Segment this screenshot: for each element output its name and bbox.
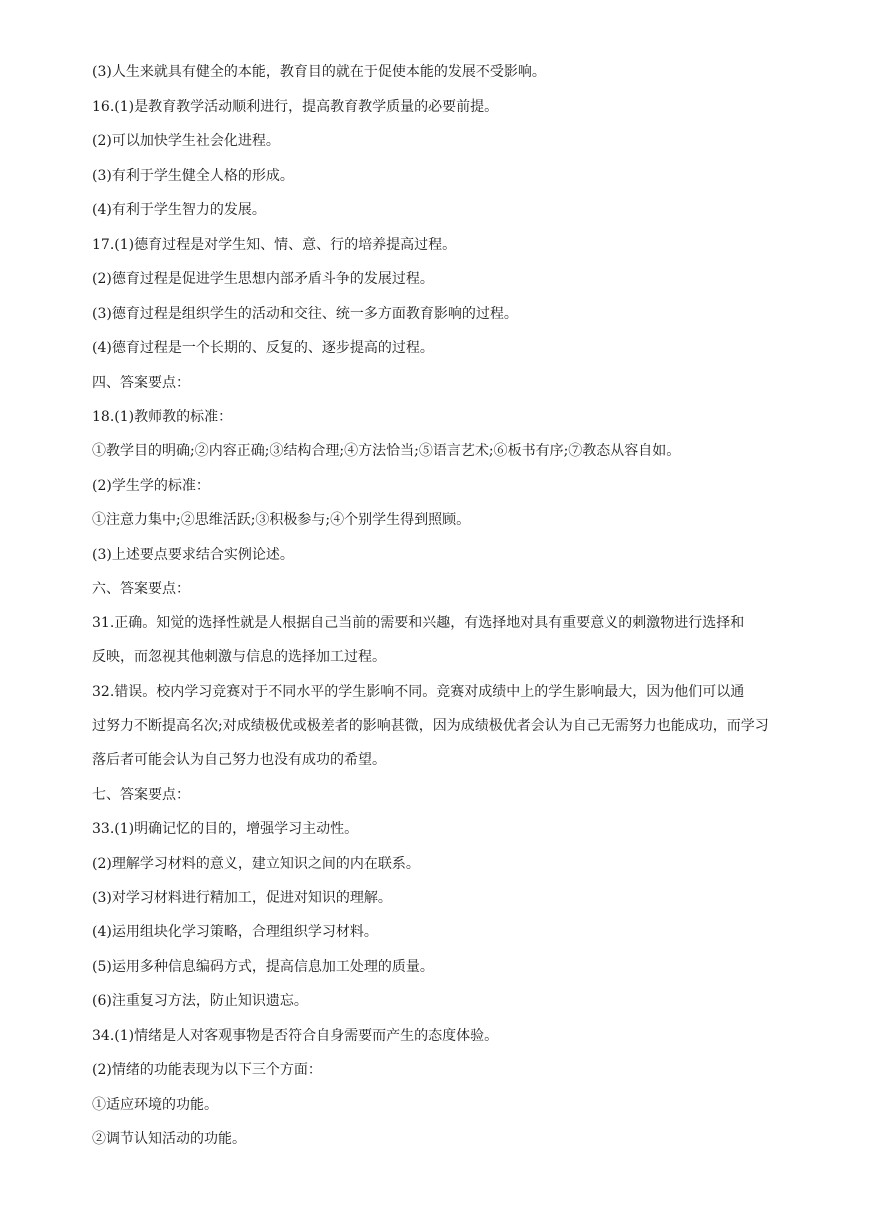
text-line-30: (2)情绪的功能表现为以下三个方面： bbox=[92, 1062, 322, 1078]
text-line-14: ①注意力集中;②思维活跃;③积极参与;④个别学生得到照顾。 bbox=[92, 512, 471, 528]
text-line-32: ②调节认知活动的功能。 bbox=[92, 1131, 246, 1147]
text-line-4: (3)有利于学生健全人格的形成。 bbox=[92, 168, 294, 184]
text-line-26: (4)运用组块化学习策略，合理组织学习材料。 bbox=[92, 924, 378, 940]
section-heading-4: 四、答案要点： bbox=[92, 375, 190, 391]
text-line-2: 16.(1)是教育教学活动顺利进行，提高教育教学质量的必要前提。 bbox=[92, 99, 499, 115]
section-heading-7: 七、答案要点： bbox=[92, 787, 190, 803]
text-line-18: 反映，而忽视其他刺激与信息的选择加工过程。 bbox=[92, 649, 386, 665]
text-line-5: (4)有利于学生智力的发展。 bbox=[92, 202, 266, 218]
text-line-13: (2)学生学的标准： bbox=[92, 478, 210, 494]
text-line-19: 32.错误。校内学习竞赛对于不同水平的学生影响不同。竞赛对成绩中上的学生影响最大，因为他们可以通 bbox=[92, 684, 745, 700]
text-line-9: (4)德育过程是一个长期的、反复的、逐步提高的过程。 bbox=[92, 340, 434, 356]
text-line-7: (2)德育过程是促进学生思想内部矛盾斗争的发展过程。 bbox=[92, 271, 434, 287]
text-line-17: 31.正确。知觉的选择性就是人根据自己当前的需要和兴趣，有选择地对具有重要意义的刺激物进行选择和 bbox=[92, 615, 745, 631]
text-line-3: (2)可以加快学生社会化进程。 bbox=[92, 133, 280, 149]
text-line-25: (3)对学习材料进行精加工，促进对知识的理解。 bbox=[92, 890, 392, 906]
text-line-23: 33.(1)明确记忆的目的，增强学习主动性。 bbox=[92, 821, 359, 837]
text-line-15: (3)上述要点要求结合实例论述。 bbox=[92, 547, 294, 563]
text-line-27: (5)运用多种信息编码方式，提高信息加工处理的质量。 bbox=[92, 959, 434, 975]
text-line-31: ①适应环境的功能。 bbox=[92, 1097, 218, 1113]
text-line-12: ①教学目的明确;②内容正确;③结构合理;④方法恰当;⑤语言艺术;⑥板书有序;⑦教态从容自如。 bbox=[92, 443, 681, 459]
text-line-20: 过努力不断提高名次;对成绩极优或极差者的影响甚微，因为成绩极优者会认为自己无需努力也能成功，而学习 bbox=[92, 718, 769, 734]
text-line-28: (6)注重复习方法，防止知识遗忘。 bbox=[92, 993, 308, 1009]
text-line-11: 18.(1)教师教的标准： bbox=[92, 409, 233, 425]
text-line-29: 34.(1)情绪是人对客观事物是否符合自身需要而产生的态度体验。 bbox=[92, 1028, 499, 1044]
text-line-8: (3)德育过程是组织学生的活动和交往、统一多方面教育影响的过程。 bbox=[92, 306, 518, 322]
text-line-21: 落后者可能会认为自己努力也没有成功的希望。 bbox=[92, 752, 386, 768]
text-line-24: (2)理解学习材料的意义，建立知识之间的内在联系。 bbox=[92, 856, 420, 872]
text-line-6: 17.(1)德育过程是对学生知、情、意、行的培养提高过程。 bbox=[92, 237, 457, 253]
section-heading-6: 六、答案要点： bbox=[92, 581, 190, 597]
text-line-1: (3)人生来就具有健全的本能，教育目的就在于促使本能的发展不受影响。 bbox=[92, 64, 546, 80]
